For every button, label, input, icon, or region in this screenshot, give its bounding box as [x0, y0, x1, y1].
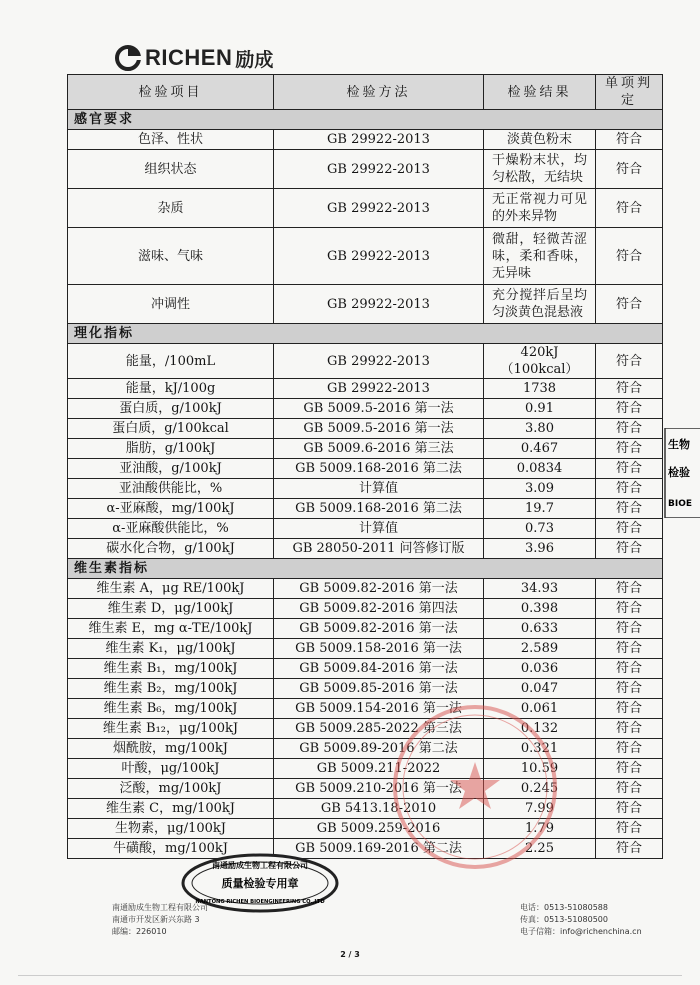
- result-cell: 0.047: [484, 679, 596, 699]
- item-cell: 维生素 A，μg RE/100kJ: [68, 579, 274, 599]
- result-cell: 0.73: [484, 519, 596, 539]
- verdict-cell: 符合: [596, 679, 663, 699]
- verdict-cell: 符合: [596, 619, 663, 639]
- table-row: [68, 399, 663, 419]
- section-title: 理化指标: [68, 324, 663, 344]
- table-row: [68, 228, 663, 285]
- method-cell: GB 29922-2013: [274, 130, 484, 150]
- method-cell: GB 29922-2013: [274, 228, 484, 285]
- verdict-cell: 符合: [596, 344, 663, 379]
- method-cell: 计算值: [274, 479, 484, 499]
- result-cell: 3.09: [484, 479, 596, 499]
- table-row: [68, 459, 663, 479]
- method-cell: GB 5009.285-2022 第三法: [274, 719, 484, 739]
- method-cell: GB 29922-2013: [274, 150, 484, 189]
- verdict-cell: 符合: [596, 659, 663, 679]
- method-cell: GB 5009.5-2016 第一法: [274, 419, 484, 439]
- verdict-cell: 符合: [596, 719, 663, 739]
- table-row: [68, 579, 663, 599]
- method-cell: GB 5009.85-2016 第一法: [274, 679, 484, 699]
- column-header: 检验方法: [274, 75, 484, 110]
- verdict-cell: 符合: [596, 499, 663, 519]
- table-row: [68, 189, 663, 228]
- item-cell: 生物素，μg/100kJ: [68, 819, 274, 839]
- verdict-cell: 符合: [596, 839, 663, 859]
- section-title: 维生素指标: [68, 559, 663, 579]
- company-logo: [115, 44, 273, 72]
- item-cell: 组织状态: [68, 150, 274, 189]
- verdict-cell: 符合: [596, 779, 663, 799]
- item-cell: 蛋白质，g/100kcal: [68, 419, 274, 439]
- method-cell: GB 5009.168-2016 第二法: [274, 499, 484, 519]
- item-cell: 冲调性: [68, 285, 274, 324]
- result-cell: 420kJ（100kcal）: [484, 344, 596, 379]
- item-cell: 亚油酸供能比，%: [68, 479, 274, 499]
- method-cell: GB 5009.259-2016: [274, 819, 484, 839]
- method-cell: GB 5009.211-2022: [274, 759, 484, 779]
- brand-name-en: RICHEN: [145, 45, 233, 70]
- table-row: [68, 739, 663, 759]
- method-cell: GB 29922-2013: [274, 379, 484, 399]
- item-cell: 色泽、性状: [68, 130, 274, 150]
- method-cell: GB 5009.168-2016 第二法: [274, 459, 484, 479]
- result-cell: 19.7: [484, 499, 596, 519]
- method-cell: GB 5009.84-2016 第一法: [274, 659, 484, 679]
- verdict-cell: 符合: [596, 699, 663, 719]
- result-cell: 34.93: [484, 579, 596, 599]
- result-cell: 淡黄色粉末: [484, 130, 596, 150]
- result-cell: 0.036: [484, 659, 596, 679]
- table-row: [68, 379, 663, 399]
- footer-line: 电子信箱：info@richenchina.cn: [520, 927, 642, 936]
- item-cell: 能量，kJ/100g: [68, 379, 274, 399]
- table-row: [68, 285, 663, 324]
- item-cell: 维生素 E，mg α-TE/100kJ: [68, 619, 274, 639]
- verdict-cell: 符合: [596, 130, 663, 150]
- table-row: [68, 130, 663, 150]
- table-header-row: [68, 75, 663, 110]
- verdict-cell: 符合: [596, 189, 663, 228]
- result-cell: 2.589: [484, 639, 596, 659]
- table-row: [68, 599, 663, 619]
- verdict-cell: 符合: [596, 459, 663, 479]
- item-cell: 亚油酸，g/100kJ: [68, 459, 274, 479]
- verdict-cell: 符合: [596, 419, 663, 439]
- footer-line: 南通励成生物工程有限公司: [112, 903, 208, 912]
- richen-logo-icon: [115, 45, 141, 71]
- footer-line: 传真：0513-51080500: [520, 915, 608, 924]
- footer-company-info: [112, 902, 208, 938]
- result-cell: 10.59: [484, 759, 596, 779]
- section-row: [68, 559, 663, 579]
- seal-bottom-text: NANTONG RICHEN BIOENGINEERING CO.,LTD: [195, 899, 325, 905]
- item-cell: 叶酸，μg/100kJ: [68, 759, 274, 779]
- item-cell: 泛酸，mg/100kJ: [68, 779, 274, 799]
- table-row: [68, 499, 663, 519]
- partial-stamp-right: [663, 428, 700, 518]
- table-row: [68, 344, 663, 379]
- verdict-cell: 符合: [596, 399, 663, 419]
- verdict-cell: 符合: [596, 799, 663, 819]
- result-cell: 1.79: [484, 819, 596, 839]
- verdict-cell: 符合: [596, 759, 663, 779]
- verdict-cell: 符合: [596, 228, 663, 285]
- footer-line: 邮编：226010: [112, 927, 167, 936]
- column-header: 检验项目: [68, 75, 274, 110]
- table-row: [68, 439, 663, 459]
- verdict-cell: 符合: [596, 739, 663, 759]
- table-row: [68, 799, 663, 819]
- item-cell: 滋味、气味: [68, 228, 274, 285]
- method-cell: GB 5009.89-2016 第二法: [274, 739, 484, 759]
- footer-line: 南通市开发区新兴东路 3: [112, 915, 200, 924]
- table-row: [68, 779, 663, 799]
- inspection-table: [67, 74, 663, 859]
- item-cell: 能量，/100mL: [68, 344, 274, 379]
- verdict-cell: 符合: [596, 639, 663, 659]
- verdict-cell: 符合: [596, 519, 663, 539]
- verdict-cell: 符合: [596, 479, 663, 499]
- method-cell: GB 29922-2013: [274, 344, 484, 379]
- table-row: [68, 419, 663, 439]
- verdict-cell: 符合: [596, 439, 663, 459]
- result-cell: 3.96: [484, 539, 596, 559]
- bottom-divider: [18, 975, 682, 976]
- verdict-cell: 符合: [596, 379, 663, 399]
- verdict-cell: 符合: [596, 539, 663, 559]
- method-cell: GB 28050-2011 问答修订版: [274, 539, 484, 559]
- method-cell: GB 5009.82-2016 第一法: [274, 619, 484, 639]
- table-row: [68, 819, 663, 839]
- footer-contact-info: [520, 902, 642, 938]
- table-row: [68, 719, 663, 739]
- item-cell: 碳水化合物，g/100kJ: [68, 539, 274, 559]
- verdict-cell: 符合: [596, 819, 663, 839]
- result-cell: 微甜，轻微苦涩味，柔和香味，无异味: [484, 228, 596, 285]
- section-row: [68, 324, 663, 344]
- method-cell: GB 5009.169-2016 第二法: [274, 839, 484, 859]
- item-cell: 维生素 B₂，mg/100kJ: [68, 679, 274, 699]
- result-cell: 干燥粉末状，均匀松散，无结块: [484, 150, 596, 189]
- method-cell: GB 5009.82-2016 第四法: [274, 599, 484, 619]
- method-cell: GB 5009.82-2016 第一法: [274, 579, 484, 599]
- item-cell: 维生素 B₁₂，μg/100kJ: [68, 719, 274, 739]
- table-row: [68, 539, 663, 559]
- verdict-cell: 符合: [596, 285, 663, 324]
- result-cell: 7.99: [484, 799, 596, 819]
- method-cell: GB 5009.210-2016 第一法: [274, 779, 484, 799]
- result-cell: 0.0834: [484, 459, 596, 479]
- verdict-cell: 符合: [596, 150, 663, 189]
- seal-top-text: 南通励成生物工程有限公司: [212, 861, 308, 870]
- item-cell: 烟酰胺，mg/100kJ: [68, 739, 274, 759]
- item-cell: 维生素 C，mg/100kJ: [68, 799, 274, 819]
- table-row: [68, 699, 663, 719]
- result-cell: 2.25: [484, 839, 596, 859]
- method-cell: GB 5009.6-2016 第三法: [274, 439, 484, 459]
- item-cell: α-亚麻酸供能比，%: [68, 519, 274, 539]
- method-cell: GB 5413.18-2010: [274, 799, 484, 819]
- page-number: 2 / 3: [340, 950, 360, 959]
- table-row: [68, 839, 663, 859]
- table-row: [68, 150, 663, 189]
- verdict-cell: 符合: [596, 579, 663, 599]
- item-cell: 维生素 B₁，mg/100kJ: [68, 659, 274, 679]
- result-cell: 0.321: [484, 739, 596, 759]
- column-header: 检验结果: [484, 75, 596, 110]
- result-cell: 无正常视力可见的外来异物: [484, 189, 596, 228]
- column-header: 单项判定: [596, 75, 663, 110]
- method-cell: GB 5009.154-2016 第一法: [274, 699, 484, 719]
- item-cell: α-亚麻酸，mg/100kJ: [68, 499, 274, 519]
- item-cell: 维生素 K₁，μg/100kJ: [68, 639, 274, 659]
- result-cell: 0.061: [484, 699, 596, 719]
- method-cell: GB 29922-2013: [274, 285, 484, 324]
- method-cell: GB 5009.5-2016 第一法: [274, 399, 484, 419]
- item-cell: 杂质: [68, 189, 274, 228]
- section-row: [68, 110, 663, 130]
- side-stamp-text: BIOE: [668, 499, 693, 509]
- result-cell: 3.80: [484, 419, 596, 439]
- side-stamp-text: 生物: [668, 438, 690, 451]
- verdict-cell: 符合: [596, 599, 663, 619]
- table-row: [68, 519, 663, 539]
- item-cell: 牛磺酸，mg/100kJ: [68, 839, 274, 859]
- result-cell: 0.132: [484, 719, 596, 739]
- result-cell: 1738: [484, 379, 596, 399]
- table-row: [68, 639, 663, 659]
- result-cell: 0.91: [484, 399, 596, 419]
- table-row: [68, 659, 663, 679]
- table-row: [68, 679, 663, 699]
- table-row: [68, 479, 663, 499]
- brand-name-cn: 励成: [235, 48, 274, 71]
- red-official-stamp: [388, 700, 563, 875]
- item-cell: 维生素 B₆，mg/100kJ: [68, 699, 274, 719]
- result-cell: 0.398: [484, 599, 596, 619]
- table-row: [68, 619, 663, 639]
- section-title: 感官要求: [68, 110, 663, 130]
- result-cell: 0.245: [484, 779, 596, 799]
- item-cell: 脂肪，g/100kJ: [68, 439, 274, 459]
- result-cell: 充分搅拌后呈均匀淡黄色混悬液: [484, 285, 596, 324]
- table-row: [68, 759, 663, 779]
- method-cell: 计算值: [274, 519, 484, 539]
- footer-line: 电话：0513-51080588: [520, 903, 608, 912]
- method-cell: GB 29922-2013: [274, 189, 484, 228]
- item-cell: 维生素 D，μg/100kJ: [68, 599, 274, 619]
- result-cell: 0.467: [484, 439, 596, 459]
- side-stamp-text: 检验: [668, 466, 690, 479]
- method-cell: GB 5009.158-2016 第一法: [274, 639, 484, 659]
- seal-center-text: 质量检验专用章: [221, 877, 299, 890]
- item-cell: 蛋白质，g/100kJ: [68, 399, 274, 419]
- result-cell: 0.633: [484, 619, 596, 639]
